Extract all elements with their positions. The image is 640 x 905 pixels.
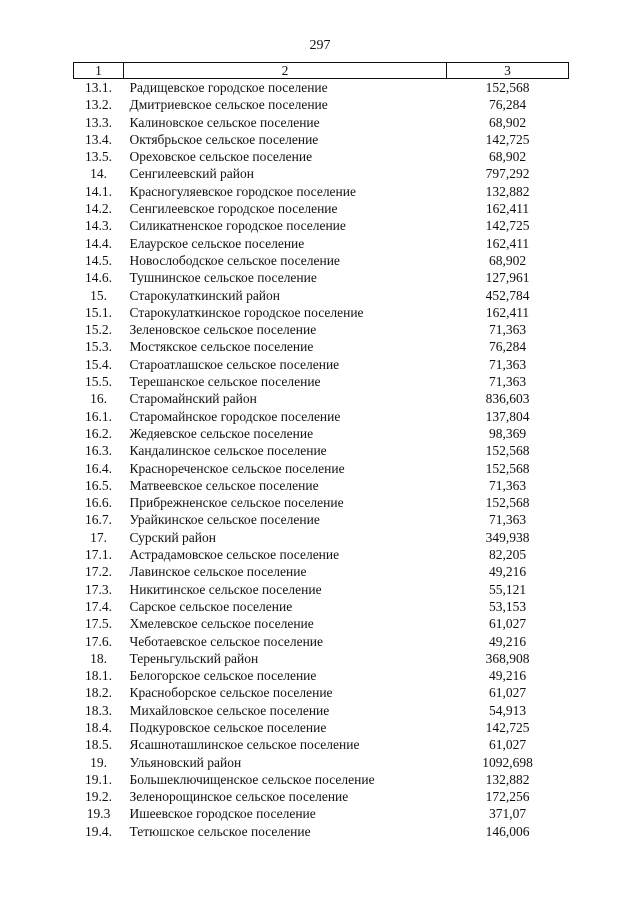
table-row	[74, 736, 569, 753]
row-name: Тетюшское сельское поселение	[129, 823, 311, 839]
table-row	[74, 96, 569, 113]
row-number: 15.4.	[85, 356, 112, 372]
row-name: Старомайнское городское поселение	[129, 408, 341, 424]
table-row	[74, 684, 569, 701]
table-row	[74, 754, 569, 771]
row-name: Сурский район	[129, 529, 216, 545]
row-number: 14.2.	[85, 201, 112, 217]
row-number: 15.	[90, 287, 107, 303]
row-number: 17.1.	[85, 547, 112, 563]
row-name: Ишеевское городское поселение	[129, 806, 316, 822]
row-name: Радищевское городское поселение	[129, 80, 328, 95]
row-value: 142,725	[485, 719, 530, 735]
row-number: 15.3.	[85, 339, 112, 355]
table-row	[74, 494, 569, 511]
row-name: Астрадамовское сельское поселение	[129, 547, 340, 563]
row-number: 17.	[90, 529, 107, 545]
row-number: 16.3.	[85, 443, 112, 459]
row-value: 54,913	[488, 702, 527, 718]
table-row	[74, 183, 569, 200]
page-number: 297	[309, 38, 331, 53]
row-number: 17.6.	[85, 633, 112, 649]
row-value: 68,902	[488, 149, 527, 165]
row-name: Мостякское сельское поселение	[129, 339, 314, 355]
row-number: 18.	[90, 650, 107, 666]
row-number: 18.2.	[85, 685, 112, 701]
column-header-number: 1	[74, 63, 124, 79]
row-name: Михайловское сельское поселение	[129, 702, 330, 718]
row-value: 61,027	[488, 737, 527, 753]
row-name: Елаурское сельское поселение	[129, 235, 305, 251]
row-name: Белогорское сельское поселение	[129, 668, 317, 684]
data-table	[73, 62, 569, 840]
row-number: 14.3.	[85, 218, 112, 234]
row-name: Сенгилеевский район	[129, 166, 254, 182]
row-number: 16.1.	[85, 408, 112, 424]
row-number: 18.4.	[85, 719, 112, 735]
row-number: 18.5.	[85, 737, 112, 753]
table-row	[74, 269, 569, 286]
row-number: 17.3.	[85, 581, 112, 597]
row-name: Сенгилеевское городское поселение	[129, 201, 338, 217]
row-name: Дмитриевское сельское поселение	[129, 97, 328, 113]
row-name: Староатлашское сельское поселение	[129, 356, 340, 372]
table-row	[74, 131, 569, 148]
table-row	[74, 165, 569, 182]
row-name: Матвеевское сельское поселение	[129, 477, 319, 493]
table-row	[74, 598, 569, 615]
row-value: 162,411	[485, 201, 530, 217]
row-value: 71,363	[488, 477, 527, 493]
row-name: Ореховское сельское поселение	[129, 149, 313, 165]
row-value: 76,284	[488, 339, 527, 355]
row-number: 15.1.	[85, 304, 112, 320]
row-number: 16.2.	[85, 425, 112, 441]
table-row	[74, 511, 569, 528]
table-row	[74, 805, 569, 822]
row-number: 14.6.	[85, 270, 112, 286]
row-value: 836,603	[485, 391, 530, 407]
table-row	[74, 667, 569, 684]
row-number: 13.2.	[85, 97, 112, 113]
row-number: 15.5.	[85, 374, 112, 390]
row-number: 16.	[90, 391, 107, 407]
table-row	[74, 321, 569, 338]
row-value: 152,568	[485, 460, 530, 476]
row-name: Новослободское сельское поселение	[129, 252, 340, 268]
row-number: 16.7.	[85, 512, 112, 528]
row-value: 137,804	[485, 408, 530, 424]
row-value: 172,256	[485, 789, 530, 805]
row-name: Урайкинское сельское поселение	[129, 512, 320, 528]
row-number: 17.4.	[85, 598, 112, 614]
row-number: 16.4.	[85, 460, 112, 476]
row-number: 15.2.	[85, 322, 112, 338]
row-value: 142,725	[485, 218, 530, 234]
table-row	[74, 114, 569, 131]
row-name: Сарское сельское поселение	[129, 598, 293, 614]
table-row	[74, 200, 569, 217]
row-number: 18.3.	[85, 702, 112, 718]
table-row	[74, 771, 569, 788]
row-number: 13.4.	[85, 131, 112, 147]
table-row	[74, 529, 569, 546]
row-name: Жедяевское сельское поселение	[129, 425, 314, 441]
row-number: 18.1.	[85, 668, 112, 684]
table-row	[74, 788, 569, 805]
column-header-value: 3	[447, 63, 569, 79]
row-value: 127,961	[485, 270, 530, 286]
row-name: Терешанское сельское поселение	[129, 374, 321, 390]
row-number: 13.3.	[85, 114, 112, 130]
table-row	[74, 217, 569, 234]
row-value: 49,216	[488, 564, 527, 580]
row-value: 162,411	[485, 235, 530, 251]
row-value: 452,784	[485, 287, 530, 303]
row-name: Калиновское сельское поселение	[129, 114, 320, 130]
table-row	[74, 563, 569, 580]
table-row	[74, 373, 569, 390]
row-number: 14.4.	[85, 235, 112, 251]
table-row	[74, 650, 569, 667]
row-name: Никитинское сельское поселение	[129, 581, 322, 597]
row-value: 152,568	[485, 495, 530, 511]
row-name: Лавинское сельское поселение	[129, 564, 307, 580]
table-row	[74, 287, 569, 304]
row-name: Старокулаткинский район	[129, 287, 281, 303]
row-number: 19.4.	[85, 823, 112, 839]
row-value: 98,369	[488, 425, 527, 441]
row-value: 68,902	[488, 114, 527, 130]
row-number: 14.5.	[85, 252, 112, 268]
row-name: Большеключищенское сельское поселение	[129, 771, 375, 787]
row-number: 13.5.	[85, 149, 112, 165]
table-row	[74, 148, 569, 165]
row-value: 71,363	[488, 512, 527, 528]
table-row	[74, 442, 569, 459]
row-value: 49,216	[488, 668, 527, 684]
row-number: 14.	[90, 166, 107, 182]
table-row	[74, 79, 569, 97]
row-name: Тушнинское сельское поселение	[129, 270, 317, 286]
row-number: 19.3	[86, 806, 111, 822]
row-value: 371,07	[488, 806, 527, 822]
table-row	[74, 408, 569, 425]
row-name: Старомайнский район	[129, 391, 257, 407]
row-value: 146,006	[485, 823, 530, 839]
row-value: 49,216	[488, 633, 527, 649]
table-row	[74, 581, 569, 598]
row-value: 152,568	[485, 443, 530, 459]
row-value: 349,938	[485, 529, 530, 545]
table-row	[74, 304, 569, 321]
table-row	[74, 719, 569, 736]
row-name: Чеботаевское сельское поселение	[129, 633, 324, 649]
table-body	[74, 79, 569, 841]
row-number: 19.1.	[85, 771, 112, 787]
row-name: Старокулаткинское городское поселение	[129, 304, 364, 320]
row-value: 142,725	[485, 131, 530, 147]
row-number: 19.2.	[85, 789, 112, 805]
row-number: 13.1.	[85, 80, 112, 95]
table-row	[74, 546, 569, 563]
table-row	[74, 235, 569, 252]
table-row	[74, 356, 569, 373]
row-value: 82,205	[488, 547, 527, 563]
table-row	[74, 460, 569, 477]
row-value: 1092,698	[482, 754, 533, 770]
table-row	[74, 633, 569, 650]
row-name: Октябрьское сельское поселение	[129, 131, 319, 147]
row-value: 68,902	[488, 252, 527, 268]
row-number: 16.5.	[85, 477, 112, 493]
column-header-name: 2	[124, 63, 447, 79]
row-value: 76,284	[488, 97, 527, 113]
row-number: 19.	[90, 754, 107, 770]
row-name: Ясашноташлинское сельское поселение	[129, 737, 360, 753]
row-name: Подкуровское сельское поселение	[129, 719, 327, 735]
row-name: Зеленорощинское сельское поселение	[129, 789, 349, 805]
row-value: 132,882	[485, 183, 530, 199]
row-value: 61,027	[488, 616, 527, 632]
row-name: Красногуляевское городское поселение	[129, 183, 356, 199]
row-name: Краснореченское сельское поселение	[129, 460, 345, 476]
row-value: 152,568	[485, 80, 530, 95]
row-name: Ульяновский район	[129, 754, 242, 770]
row-name: Хмелевское сельское поселение	[129, 616, 314, 632]
row-name: Кандалинское сельское поселение	[129, 443, 327, 459]
row-number: 16.6.	[85, 495, 112, 511]
table-row	[74, 702, 569, 719]
row-value: 61,027	[488, 685, 527, 701]
row-value: 71,363	[488, 322, 527, 338]
row-name: Прибрежненское сельское поселение	[129, 495, 344, 511]
row-value: 71,363	[488, 356, 527, 372]
table-row	[74, 252, 569, 269]
row-number: 17.5.	[85, 616, 112, 632]
header-row	[74, 63, 569, 79]
row-value: 162,411	[485, 304, 530, 320]
row-value: 71,363	[488, 374, 527, 390]
table-row	[74, 615, 569, 632]
table-row	[74, 425, 569, 442]
row-value: 53,153	[488, 598, 527, 614]
table-row	[74, 823, 569, 840]
row-name: Силикатненское городское поселение	[129, 218, 346, 234]
row-name: Тереньгульский район	[129, 650, 259, 666]
table-row	[74, 477, 569, 494]
table-row	[74, 390, 569, 407]
row-value: 55,121	[488, 581, 527, 597]
row-number: 14.1.	[85, 183, 112, 199]
row-number: 17.2.	[85, 564, 112, 580]
row-name: Красноборское сельское поселение	[129, 685, 333, 701]
table-header	[74, 63, 569, 79]
table-row	[74, 338, 569, 355]
row-value: 132,882	[485, 771, 530, 787]
row-name: Зеленовское сельское поселение	[129, 322, 317, 338]
row-value: 797,292	[485, 166, 530, 182]
row-value: 368,908	[485, 650, 530, 666]
